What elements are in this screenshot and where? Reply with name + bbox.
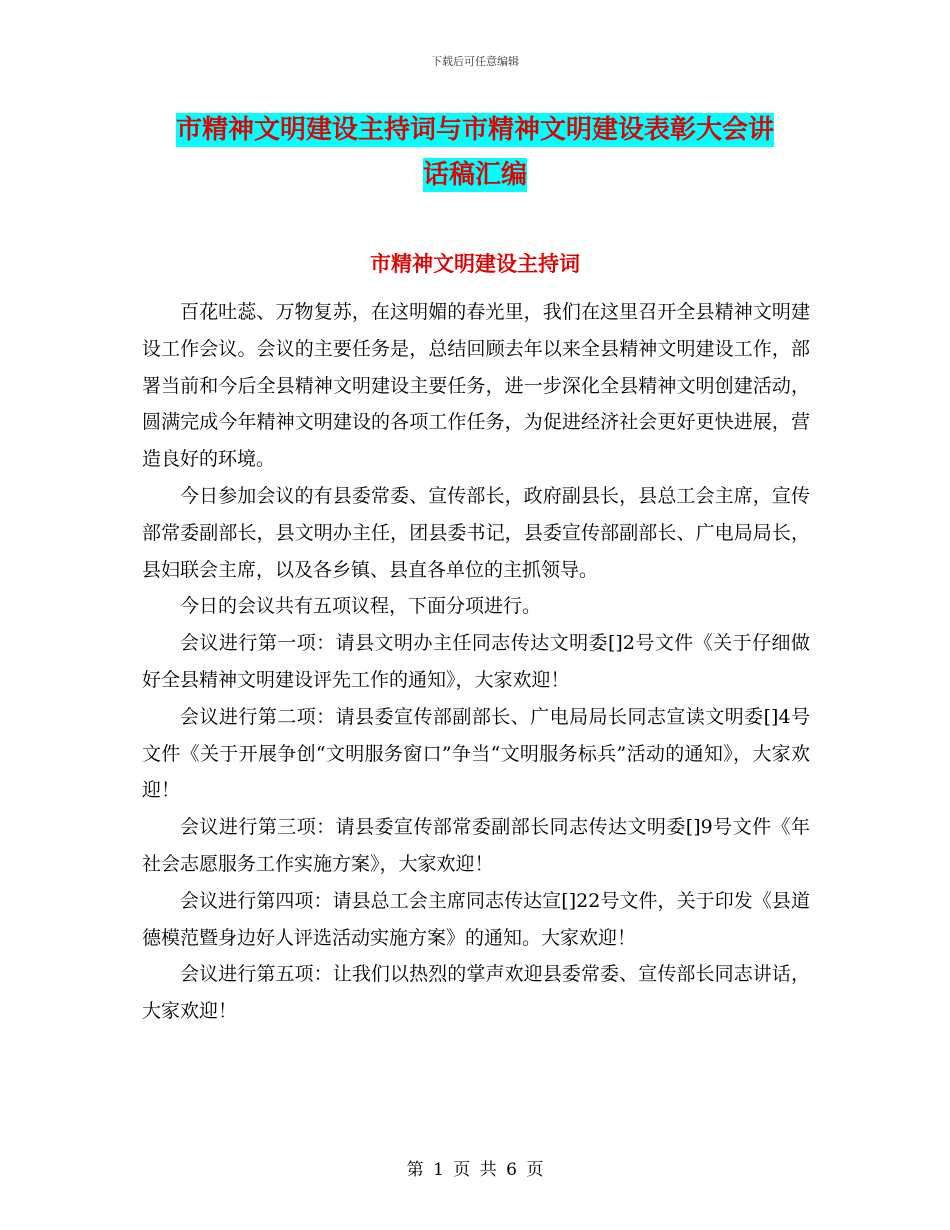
- section-title: 市精神文明建设主持词: [370, 252, 580, 276]
- paragraph: 会议进行第一项：请县文明办主任同志传达文明委[]2号文件《关于仔细做好全县精神文明建设评先工作的通知》，大家欢迎！: [142, 632, 810, 691]
- paragraph: 会议进行第二项：请县委宣传部副部长、广电局局长同志宣读文明委[]4号文件《关于开展争创“文明服务窗口”争当“文明服务标兵”活动的通知》，大家欢迎！: [142, 705, 810, 802]
- paragraph: 会议进行第三项：请县委宣传部常委副部长同志传达文明委[]9号文件《年社会志愿服务工作实施方案》，大家欢迎！: [142, 816, 810, 875]
- paragraph: 今日的会议共有五项议程，下面分项进行。: [180, 595, 542, 618]
- paragraph: 今日参加会议的有县委常委、宣传部长，政府副县长，县总工会主席，宣传部常委副部长，县文明办主任，团县委书记，县委宣传部副部长、广电局局长，县妇联会主席，以及各乡镇、县直各单位的主抓领导。: [142, 484, 810, 581]
- document-title-line2: 话稿汇编: [422, 160, 527, 190]
- document-body: [142, 294, 810, 1030]
- paragraph: 会议进行第五项：让我们以热烈的掌声欢迎县委常委、宣传部长同志讲话，大家欢迎！: [142, 963, 810, 1023]
- page-footer-number: 第 1 页 共 6 页: [406, 1160, 544, 1180]
- document-title: [0, 108, 950, 198]
- page-header-note: 下载后可任意编辑: [431, 55, 519, 68]
- document-title-line1: 市精神文明建设主持词与市精神文明建设表彰大会讲: [175, 115, 774, 145]
- paragraph: 百花吐蕊、万物复苏，在这明媚的春光里，我们在这里召开全县精神文明建设工作会议。会议的主要任务是，总结回顾去年以来全县精神文明建设工作，部署当前和今后全县精神文明建设主要任务，进一步深化全县精神文明创建活动，圆满完成今年精神文明建设的各项工作任务，为促进经济社会更好更快进展，营造良好的环境。: [142, 301, 810, 471]
- paragraph: 会议进行第四项：请县总工会主席同志传达宣[]22号文件，关于印发《县道德模范暨身边好人评选活动实施方案》的通知。大家欢迎！: [142, 889, 810, 949]
